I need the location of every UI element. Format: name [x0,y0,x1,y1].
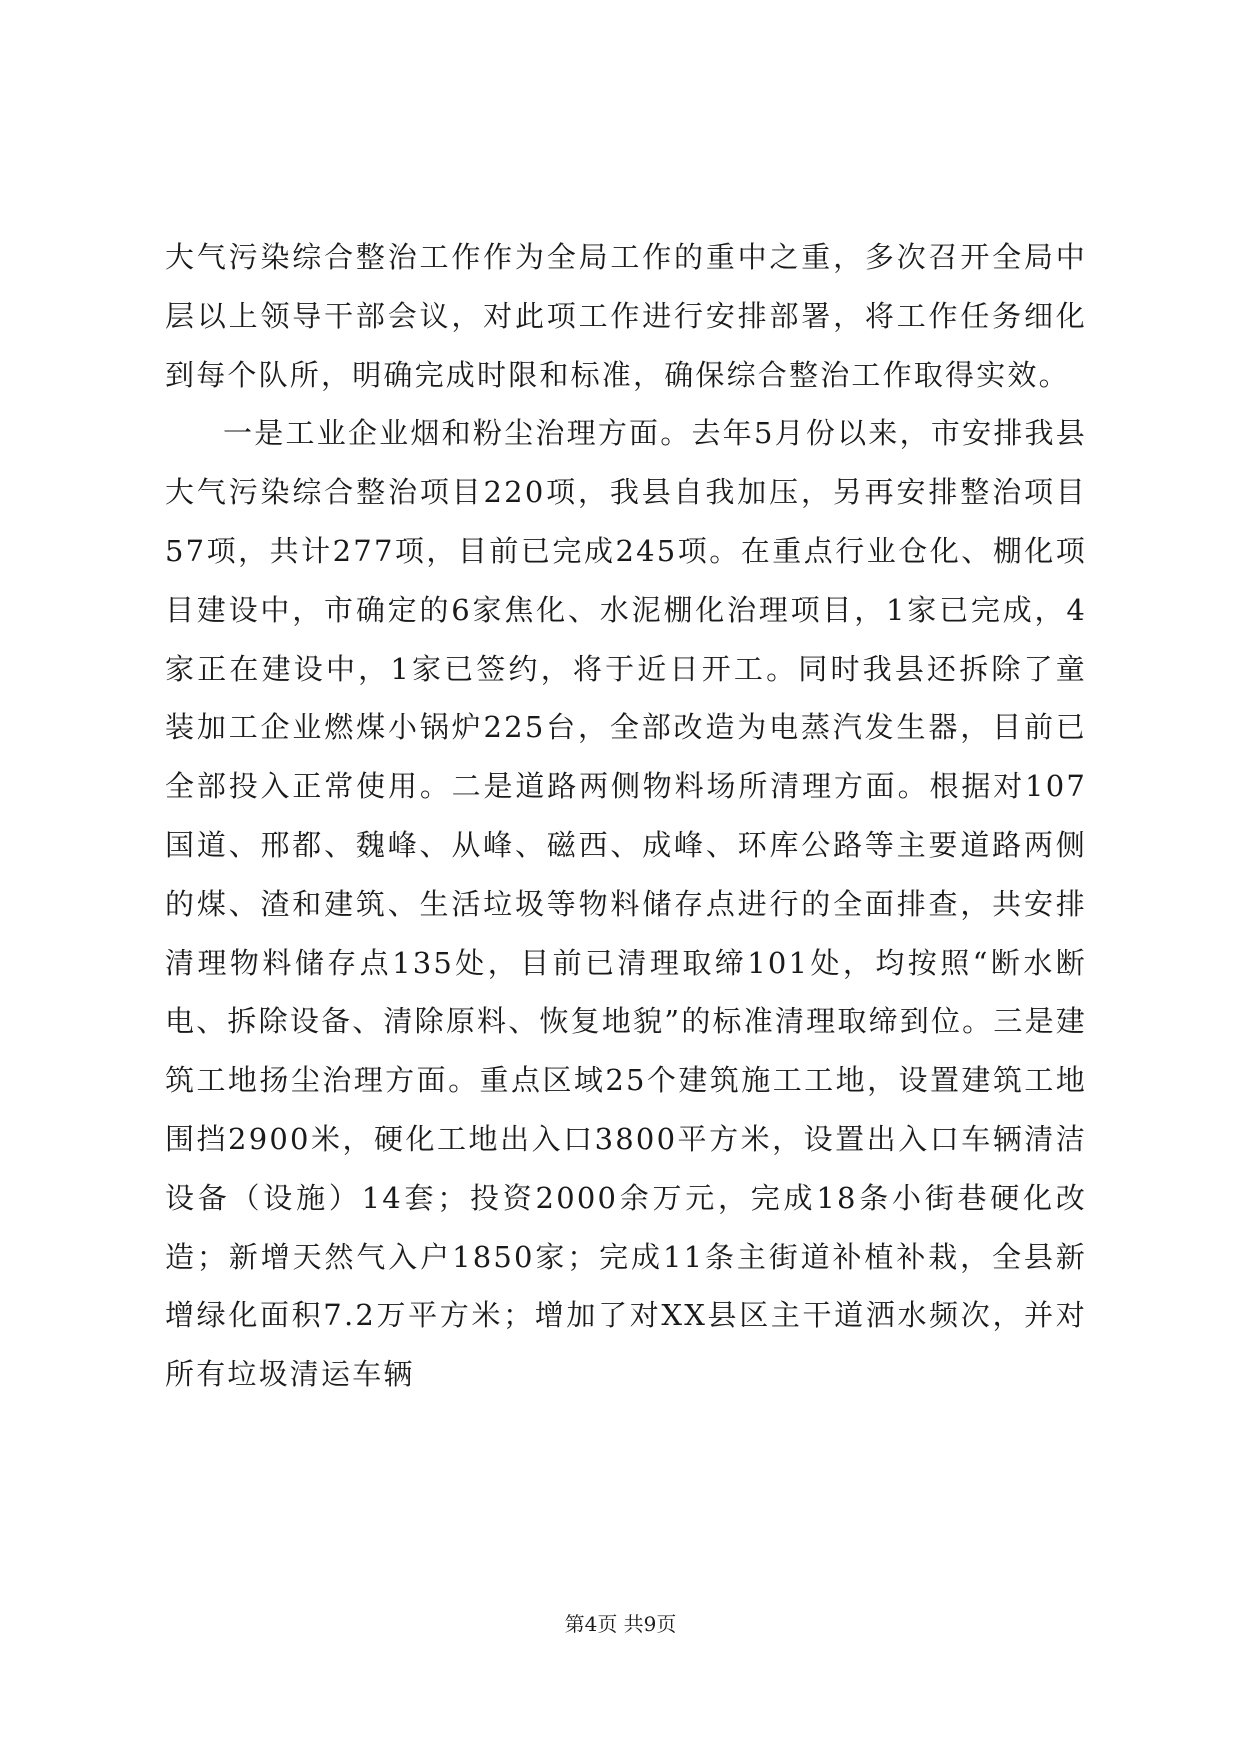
paragraph-2: 一是工业企业烟和粉尘治理方面。去年5月份以来，市安排我县大气污染综合整治项目220项，我县自我加压，另再安排整治项目57项，共计277项，目前已完成245项。在重点行业仓化、棚化项目建设中，市确定的6家焦化、水泥棚化治理项目，1家已完成，4家正在建设中，1家已签约，将于近日开工。同时我县还拆除了童装加工企业燃煤小锅炉225台，全部改造为电蒸汽发生器，目前已全部投入正常使用。二是道路两侧物料场所清理方面。根据对107国道、邢都、魏峰、从峰、磁西、成峰、环库公路等主要道路两侧的煤、渣和建筑、生活垃圾等物料储存点进行的全面排查，共安排清理物料储存点135处，目前已清理取缔101处，均按照“断水断电、拆除设备、清除原料、恢复地貌”的标准清理取缔到位。三是建筑工地扬尘治理方面。重点区域25个建筑施工工地，设置建筑工地围挡2900米，硬化工地出入口3800平方米，设置出入口车辆清洁设备（设施）14套；投资2000余万元，完成18条小街巷硬化改造；新增天然气入户1850家；完成11条主街道补植补栽，全县新增绿化面积7.2万平方米；增加了对XX县区主干道洒水频次，并对所有垃圾清运车辆 [165,416,1087,1392]
paragraph-1: 大气污染综合整治工作作为全局工作的重中之重，多次召开全局中层以上领导干部会议，对此项工作进行安排部署，将工作任务细化到每个队所，明确完成时限和标准，确保综合整治工作取得实效。 [165,240,1087,392]
document-body [165,228,1087,1404]
page-footer: 第4页 共9页 [564,1612,677,1636]
